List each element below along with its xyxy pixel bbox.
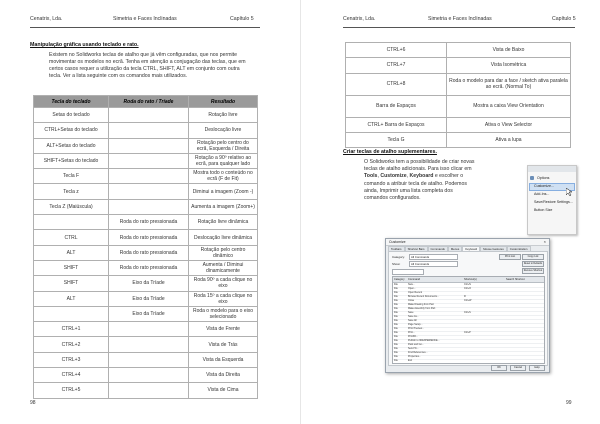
tab-keyboard[interactable]: Keyboard bbox=[462, 246, 480, 251]
key-cell: SHIFT bbox=[34, 260, 109, 275]
grid-cell: File bbox=[394, 299, 398, 302]
page-number: 99 bbox=[566, 400, 572, 406]
customize-dialog-screenshot bbox=[385, 238, 550, 373]
grid-cell: File bbox=[394, 291, 398, 294]
page-number: 98 bbox=[30, 400, 36, 406]
result-cell: Roda 90º a cada clique no eixo bbox=[189, 276, 258, 291]
mouse-cell bbox=[109, 352, 189, 367]
key-cell bbox=[34, 306, 109, 321]
key-cell bbox=[34, 215, 109, 230]
result-cell: Vista da Esquerda bbox=[189, 352, 258, 367]
key-cell: CTRL+2 bbox=[34, 337, 109, 352]
key-cell: Tecla G bbox=[346, 132, 447, 147]
table-row bbox=[34, 169, 258, 184]
key-cell: Tecla z bbox=[34, 184, 109, 199]
grid-cell: Ctrl+W bbox=[464, 299, 472, 302]
grid-cell: File bbox=[394, 295, 398, 298]
table-row bbox=[34, 245, 258, 260]
table-row bbox=[34, 199, 258, 214]
tools-menu-ref: Tools bbox=[364, 173, 378, 180]
tools-menu-screenshot bbox=[527, 165, 577, 235]
key-cell: ALT bbox=[34, 291, 109, 306]
intro-paragraph bbox=[49, 52, 263, 80]
result-cell: Vista de Trás bbox=[189, 337, 258, 352]
key-cell: Tecla Z (Maiúscula) bbox=[34, 199, 109, 214]
dialog-title: Customize bbox=[389, 240, 406, 244]
table-row bbox=[346, 132, 571, 147]
grid-cell: Page Setup... bbox=[408, 323, 423, 326]
result-cell: Roda 15º a cada clique no eixo bbox=[189, 291, 258, 306]
grid-column-header[interactable]: Shortcut(s) bbox=[464, 278, 477, 281]
result-cell: Mostra todo o conteúdo no ecrã (F de Fit) bbox=[189, 169, 258, 184]
result-cell: Rotação livre dinâmica bbox=[189, 215, 258, 230]
result-cell: Aumenta / Diminui dinamicamente bbox=[189, 260, 258, 275]
paragraph-line: ainda, Imprimir uma lista completa dos bbox=[364, 187, 453, 194]
cancel-button[interactable]: Cancel bbox=[510, 365, 526, 371]
show-select[interactable]: All Commands bbox=[409, 261, 458, 267]
mouse-cell: Eixo da Tríade bbox=[109, 291, 189, 306]
header-title: Simetria e Faces Inclinadas bbox=[428, 16, 492, 22]
grid-cell: Make Assembly from Part bbox=[408, 307, 436, 310]
menu-item-button-size[interactable]: Button Size bbox=[534, 208, 553, 212]
tab-menus[interactable]: Menus bbox=[448, 246, 462, 251]
mouse-cell bbox=[109, 199, 189, 214]
table-row bbox=[34, 352, 258, 367]
dialog-titlebar bbox=[386, 239, 549, 246]
key-cell: Setas do teclado bbox=[34, 108, 109, 123]
ok-button[interactable]: OK bbox=[491, 365, 507, 371]
grid-cell: Save As... bbox=[408, 315, 419, 318]
grid-cell: Exit bbox=[408, 359, 412, 362]
result-cell: Ativa o View Selector bbox=[447, 117, 571, 132]
grid-cell: Save bbox=[408, 311, 414, 314]
column-header: Roda do rato / Tríade bbox=[109, 96, 189, 108]
grid-cell: Pack and Go... bbox=[408, 343, 424, 346]
paragraph-line: certos casos requer a utilização da tecla CTRL, SHIFT, ALT em conjunto com outra bbox=[49, 66, 240, 72]
grid-cell: R bbox=[464, 295, 466, 298]
cursor-icon bbox=[566, 188, 572, 196]
header-company: Cenatrix, Lda. bbox=[343, 16, 376, 22]
mouse-cell: Eixo da Tríade bbox=[109, 276, 189, 291]
shortcuts-table-continued bbox=[345, 42, 571, 148]
mouse-cell bbox=[109, 383, 189, 398]
table-row bbox=[346, 73, 571, 95]
table-row bbox=[34, 306, 258, 321]
header-chapter: Capítulo 5 bbox=[230, 16, 254, 22]
section-title: Criar teclas de atalho suplementares. bbox=[343, 149, 437, 155]
grid-cell: File bbox=[394, 327, 398, 330]
result-cell: Rotação livre bbox=[189, 108, 258, 123]
paragraph-line: tecla. Ver a lista seguinte com os comandos mais utilizados. bbox=[49, 73, 188, 79]
grid-cell: Print... bbox=[408, 331, 415, 334]
table-row bbox=[34, 108, 258, 123]
table-row bbox=[34, 383, 258, 398]
header-rule bbox=[343, 27, 575, 28]
help-button[interactable]: Help bbox=[529, 365, 545, 371]
grid-cell: File bbox=[394, 351, 398, 354]
category-label: Category: bbox=[392, 255, 406, 259]
table-row bbox=[346, 95, 571, 117]
section-title: Manipulação gráfica usando teclado e rato. bbox=[30, 42, 139, 48]
mouse-cell bbox=[109, 184, 189, 199]
header-rule bbox=[30, 27, 260, 28]
key-cell: CTRL+Setas do teclado bbox=[34, 123, 109, 138]
grid-cell: Properties... bbox=[408, 355, 421, 358]
result-cell: Diminui a imagem (Zoom -) bbox=[189, 184, 258, 199]
grid-cell: Ctrl+O bbox=[464, 287, 471, 290]
tab-shortcut-bars[interactable]: Shortcut Bars bbox=[405, 246, 428, 251]
menu-item-customize[interactable]: Customize... bbox=[534, 184, 554, 188]
grid-cell: New... bbox=[408, 283, 415, 286]
result-cell: Roda o modelo para o eixo selecionado bbox=[189, 306, 258, 321]
grid-cell: File bbox=[394, 319, 398, 322]
mouse-cell bbox=[109, 138, 189, 153]
tab-customization[interactable]: Customization bbox=[507, 246, 531, 251]
tab-commands[interactable]: Commands bbox=[428, 246, 448, 251]
result-cell: Deslocação livre dinâmica bbox=[189, 230, 258, 245]
table-row bbox=[346, 117, 571, 132]
grid-cell: Make Drawing from Part bbox=[408, 303, 434, 306]
table-row bbox=[34, 276, 258, 291]
header-company: Cenatrix, Lda. bbox=[30, 16, 63, 22]
grid-column-header[interactable]: Search Shortcut bbox=[506, 278, 525, 281]
key-cell: CTRL+4 bbox=[34, 368, 109, 383]
table-body bbox=[346, 43, 571, 148]
paragraph-line: teclas de atalho adicionais. Para isso clicar em bbox=[364, 166, 472, 173]
grid-cell: File bbox=[394, 323, 398, 326]
result-cell: Aumenta a imagem (Zoom+) bbox=[189, 199, 258, 214]
result-cell: Vista de Frente bbox=[189, 322, 258, 337]
grid-cell: Close bbox=[408, 299, 415, 302]
paragraph-line: comandos configurados. bbox=[364, 195, 421, 202]
table-row bbox=[34, 138, 258, 153]
table-row bbox=[34, 291, 258, 306]
key-cell: CTRL+1 bbox=[34, 322, 109, 337]
mouse-cell bbox=[109, 108, 189, 123]
mouse-cell bbox=[109, 337, 189, 352]
result-cell: Rotação pelo centro do ecrã, Esquerda / Direita bbox=[189, 138, 258, 153]
table-row bbox=[346, 58, 571, 73]
tab-toolbars[interactable]: Toolbars bbox=[388, 246, 405, 251]
grid-cell: Open Recent bbox=[408, 291, 423, 294]
grid-cell: File bbox=[394, 287, 398, 290]
grid-cell: Browse Recent Documents... bbox=[408, 295, 439, 298]
remove-shortcut-button[interactable]: Remove Shortcut bbox=[523, 269, 543, 272]
table-header-row bbox=[34, 96, 258, 108]
paragraph-line: movimentar os modelos no ecrã. Tenha em atenção a conjugação das teclas, que em bbox=[49, 59, 246, 65]
table-row bbox=[34, 153, 258, 168]
key-cell: CTRL bbox=[34, 230, 109, 245]
result-cell: Vista Isométrica bbox=[447, 58, 571, 73]
key-cell: CTRL+7 bbox=[346, 58, 447, 73]
show-label: Show: bbox=[392, 262, 401, 266]
key-cell: CTRL+8 bbox=[346, 73, 447, 95]
key-cell: ALT+Setas do teclado bbox=[34, 138, 109, 153]
key-cell: SHIFT+Setas do teclado bbox=[34, 153, 109, 168]
mouse-cell: Roda do rato pressionada bbox=[109, 215, 189, 230]
gear-icon bbox=[530, 176, 534, 180]
header-title: Simetria e Faces Inclinadas bbox=[113, 16, 177, 22]
menu-item-options[interactable]: Options bbox=[537, 176, 550, 180]
grid-cell: Ctrl+S bbox=[464, 311, 471, 314]
key-cell: CTRL+3 bbox=[34, 352, 109, 367]
result-cell: Rotação pelo centro dinâmico bbox=[189, 245, 258, 260]
table-row bbox=[34, 260, 258, 275]
paragraph-line: comando a atribuir tecla de atalho. Podemos bbox=[364, 180, 467, 187]
key-cell: CTRL+5 bbox=[34, 383, 109, 398]
paragraph-line: Tools, Customize, Keyboard e escolher o bbox=[364, 173, 464, 180]
shortcut-grid bbox=[392, 276, 545, 364]
grid-cell: Open... bbox=[408, 287, 416, 290]
grid-cell: File bbox=[394, 359, 398, 362]
mouse-cell bbox=[109, 123, 189, 138]
grid-cell: File bbox=[394, 331, 398, 334]
result-cell: Vista de Baixo bbox=[447, 43, 571, 58]
paragraph-line: O Solidworks tem a possibilidade de criar novas bbox=[364, 159, 475, 165]
close-icon[interactable]: × bbox=[543, 239, 546, 244]
grid-cell: Publish to 3DEXPERIENCE... bbox=[408, 339, 440, 342]
customize-paragraph bbox=[364, 159, 526, 202]
paragraph-line: Existem no Solidworks teclas de atalho que já vêm configuradas, que nos permite bbox=[49, 52, 238, 58]
result-cell: Vista da Direita bbox=[189, 368, 258, 383]
tab-mouse-gestures[interactable]: Mouse Gestures bbox=[480, 246, 507, 251]
mouse-cell bbox=[109, 169, 189, 184]
table-row bbox=[34, 123, 258, 138]
grid-cell: File bbox=[394, 315, 398, 318]
result-cell: Rotação a 90º relativo ao ecrã, para qualquer lado bbox=[189, 153, 258, 168]
key-cell: Barra de Espaços bbox=[346, 95, 447, 117]
grid-row[interactable] bbox=[393, 359, 544, 364]
key-cell: ALT bbox=[34, 245, 109, 260]
grid-cell: File bbox=[394, 347, 398, 350]
menu-top-strip bbox=[528, 166, 576, 172]
table-row bbox=[34, 322, 258, 337]
key-cell: CTRL+6 bbox=[346, 43, 447, 58]
grid-cell: File bbox=[394, 303, 398, 306]
grid-cell: File bbox=[394, 343, 398, 346]
grid-cell: Ctrl+P bbox=[464, 331, 471, 334]
result-cell: Deslocação livre bbox=[189, 123, 258, 138]
menu-item-save-restore[interactable]: Save/Restore Settings... bbox=[534, 200, 573, 204]
copy-list-button[interactable]: Copy List bbox=[522, 254, 544, 260]
print-list-button[interactable]: Print List bbox=[499, 254, 521, 260]
grid-cell: File bbox=[394, 339, 398, 342]
grid-cell: Print Preview... bbox=[408, 327, 424, 330]
mouse-cell: Roda do rato pressionada bbox=[109, 230, 189, 245]
table-row bbox=[34, 337, 258, 352]
mouse-cell bbox=[109, 368, 189, 383]
grid-column-header[interactable]: Category bbox=[394, 278, 405, 281]
reset-defaults-button[interactable]: Reset to Defaults bbox=[523, 262, 543, 265]
grid-cell: Print3D... bbox=[408, 335, 418, 338]
result-cell: Roda o modelo para dar a face / sketch ativa paralela ao ecrã. (Normal To) bbox=[447, 73, 571, 95]
grid-cell: File bbox=[394, 283, 398, 286]
grid-cell: File bbox=[394, 335, 398, 338]
grid-column-header[interactable]: Command bbox=[408, 278, 420, 281]
table-row bbox=[34, 215, 258, 230]
header-chapter: Capítulo 5 bbox=[552, 16, 576, 22]
column-header: Resultado bbox=[189, 96, 258, 108]
dialog-footer bbox=[491, 365, 545, 371]
grid-cell: Find References... bbox=[408, 351, 428, 354]
category-select[interactable]: All Commands bbox=[409, 254, 458, 260]
mouse-cell: Eixo da Tríade bbox=[109, 306, 189, 321]
column-header: Tecla do teclado bbox=[34, 96, 109, 108]
dialog-panel bbox=[388, 251, 548, 366]
mouse-cell bbox=[109, 153, 189, 168]
grid-cell: File bbox=[394, 355, 398, 358]
table-row bbox=[34, 368, 258, 383]
table-row bbox=[34, 230, 258, 245]
shortcuts-table bbox=[33, 95, 258, 399]
table-row bbox=[346, 43, 571, 58]
result-cell: Vista de Cima bbox=[189, 383, 258, 398]
key-cell: Tecla F bbox=[34, 169, 109, 184]
keyboard-tab-ref: Keyboard bbox=[409, 173, 434, 180]
table-row bbox=[34, 184, 258, 199]
grid-cell: Send To... bbox=[408, 347, 419, 350]
search-input[interactable] bbox=[392, 269, 424, 275]
mouse-cell bbox=[109, 322, 189, 337]
table-body bbox=[34, 108, 258, 399]
grid-cell: File bbox=[394, 307, 398, 310]
key-cell: CTRL+ Barra de Espaços bbox=[346, 117, 447, 132]
customize-menu-ref: Customize bbox=[380, 173, 407, 180]
mouse-cell: Roda do rato pressionada bbox=[109, 260, 189, 275]
grid-cell: File bbox=[394, 311, 398, 314]
result-cell: Mostra a caixa View Orientation bbox=[447, 95, 571, 117]
key-cell: SHIFT bbox=[34, 276, 109, 291]
result-cell: Ativa a lupa bbox=[447, 132, 571, 147]
grid-cell: Save All bbox=[408, 319, 417, 322]
mouse-cell: Roda do rato pressionada bbox=[109, 245, 189, 260]
menu-item-addins[interactable]: Add-Ins... bbox=[534, 192, 550, 196]
grid-cell: Ctrl+N bbox=[464, 283, 471, 286]
